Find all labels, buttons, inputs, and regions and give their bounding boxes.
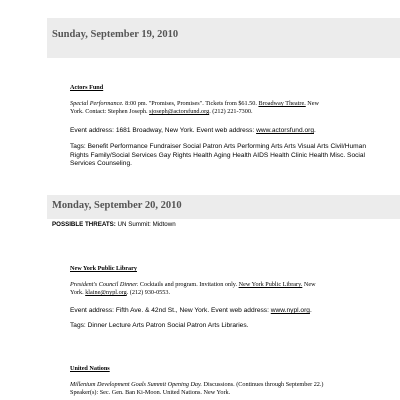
event-detail xyxy=(70,281,370,298)
event-detail-text: Speaker(s): Sec. Gen. Ban Ki-Moon. United Nations. New York. xyxy=(70,389,231,397)
day-heading: Sunday, September 19, 2010 xyxy=(52,29,179,40)
event-detail-text: New xyxy=(302,281,316,288)
event-detail-text: York. xyxy=(70,289,86,297)
threats-label: POSSIBLE THREATS: xyxy=(52,221,116,228)
event-org-title[interactable]: New York Public Library xyxy=(70,265,137,272)
contact-email-link[interactable]: sjoseph@actorsfund.org xyxy=(149,108,210,116)
event-detail-text: York. Contact: Stephen Joseph. xyxy=(70,108,150,116)
event-web-tail: . xyxy=(313,127,316,134)
day-heading: Monday, September 20, 2010 xyxy=(52,200,182,211)
event-detail xyxy=(70,381,370,398)
event-detail-text: Cocktails and program. Invitation only. xyxy=(138,281,239,288)
venue-link[interactable]: New York Public Library. xyxy=(238,281,303,288)
event-web-tail: . xyxy=(309,307,312,314)
event-address: Event address: Fifth Ave. & 42nd St., New York. xyxy=(70,307,210,314)
event-name: Special Performance. xyxy=(70,100,124,107)
contact-email-link[interactable]: klaine@nypl.org xyxy=(85,289,127,297)
event-tags: Tags: Benefit Performance Fundraiser Social Patron Arts Performing Arts Arts Visual Arts Civil/Human Rights Family/Social Services Gay Rights Health Aging Health AIDS Health Clinic Health Misc. Social Services Counseling. xyxy=(70,143,366,168)
event-address-line xyxy=(70,307,312,314)
event-web-label: Event web address: xyxy=(209,307,271,314)
event-name: Millenium Development Goals Summit Opening Day. xyxy=(70,381,202,388)
event-web-link[interactable]: www.actorsfund.org xyxy=(256,127,314,134)
event-address-line xyxy=(70,127,316,134)
event-org-title[interactable]: Actors Fund xyxy=(70,84,104,91)
threats-value: UN Summit: Midtown xyxy=(115,221,176,228)
event-detail-text: 8:00 pm. "Promises, Promises". Tickets from $61.50. xyxy=(123,100,259,107)
event-address: Event address: 1681 Broadway, New York. xyxy=(70,127,195,134)
event-org-title[interactable]: United Nations xyxy=(70,365,110,372)
event-web-label: Event web address: xyxy=(194,127,257,134)
event-name: President's Council Dinner. xyxy=(70,281,139,288)
venue-link[interactable]: Broadway Theatre. xyxy=(258,100,306,107)
event-detail-text: . (212) 930-0553. xyxy=(126,289,171,297)
event-detail-text: Discussions. (Continues through September 22.) xyxy=(201,381,324,388)
event-web-link[interactable]: www.nypl.org xyxy=(270,307,310,314)
possible-threats xyxy=(52,221,176,228)
event-tags: Tags: Dinner Lecture Arts Patron Social Patron Arts Libraries. xyxy=(70,322,249,329)
event-detail xyxy=(70,100,370,117)
event-detail-text: New xyxy=(305,100,319,107)
event-detail-text: . (212) 221-7300. xyxy=(209,108,253,116)
